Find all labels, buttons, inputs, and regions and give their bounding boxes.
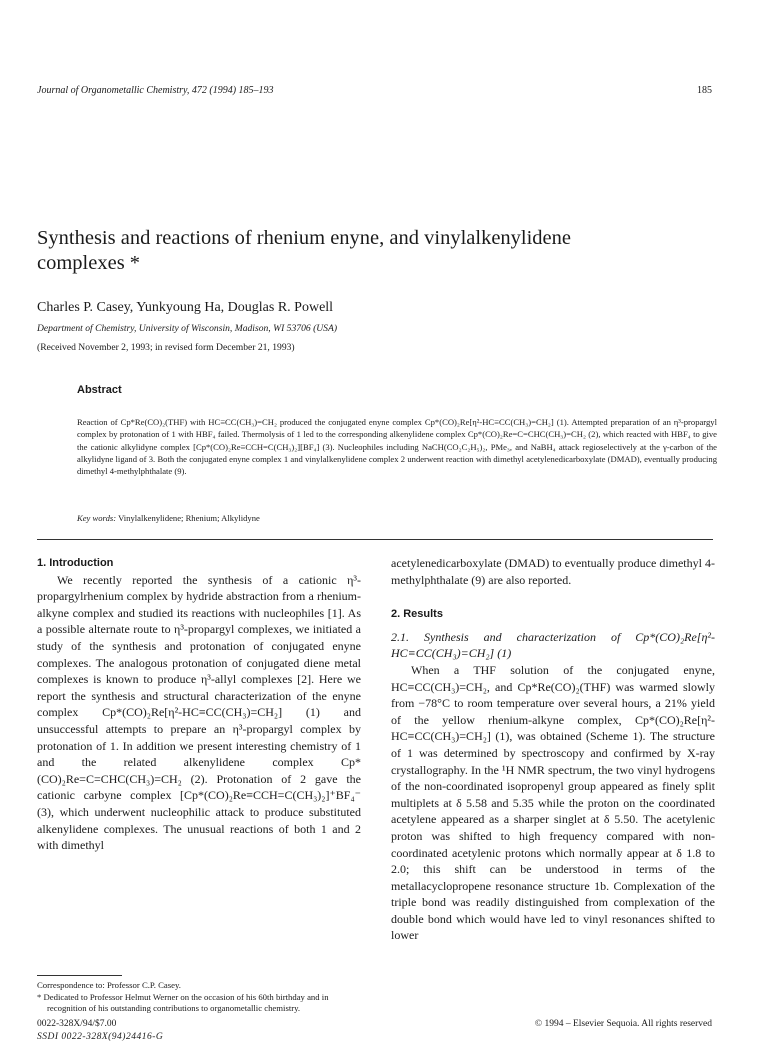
footnote-divider [37,975,122,976]
results-paragraph: When a THF solution of the conjugated enyne, HC≡CC(CH₃)=CH₂, and Cp*Re(CO)₂(THF) was warmed slowly from −78°C to room temperature over several hours, a 21% yield of the yellow rhenium-alkyne complex, Cp*(CO)₂Re[η²-HC≡CC(CH₃)=CH₂] (1), was obtained (Scheme 1). The structure of 1 was determined by spectroscopy and confirmed by X-ray crystallography. In the ¹H NMR spectrum, the two vinyl hydrogens of the non-coordinated isopropenyl group appeared as finely split multiplets at δ 5.58 and 5.35 while the proton on the coordinated acetylene appeared as a sharper singlet at δ 5.50. The acetylenic proton was shifted to high frequency compared with non-coordinated acetylenic protons which normally appear at δ 1.8 to 2.0; this shift can be understood in terms of the metallacyclopropene resonance structure 1b. Complexation of the triple bond was readily distinguished from complexation of the double bond which would have led to vinyl resonances shifted to lower [391,662,715,943]
copyright-notice: © 1994 – Elsevier Sequoia. All rights reserved [534,1019,712,1029]
received-dates: (Received November 2, 1993; in revised form December 21, 1993) [37,342,295,353]
journal-citation: Journal of Organometallic Chemistry, 472 (1994) 185–193 [37,85,274,96]
dedication-note: * Dedicated to Professor Helmut Werner on the occasion of his 60th birthday and in recognition of his outstanding contributions to organometallic chemistry. [37,991,329,1013]
issn-code: 0022-328X/94/$7.00 [37,1019,117,1029]
results-heading: 2. Results [391,608,443,621]
introduction-continuation: acetylenedicarboxylate (DMAD) to eventually produce dimethyl 4-methylphthalate (9) are also reported. [391,556,715,587]
keywords-list: Vinylalkenylidene; Rhenium; Alkylidyne [118,513,260,523]
ssdi-code: SSDI 0022-328X(94)24416-G [37,1032,164,1042]
affiliation: Department of Chemistry, University of Wisconsin, Madison, WI 53706 (USA) [37,323,338,334]
introduction-heading: 1. Introduction [37,557,114,569]
keywords [77,513,260,523]
correspondence-note: Correspondence to: Professor C.P. Casey. [37,980,181,990]
section-divider [37,539,713,540]
article-title: Synthesis and reactions of rhenium enyne, and vinylalkenylidene complexes * [37,227,572,274]
right-column [391,555,715,944]
page-number: 185 [697,85,712,96]
subsection-heading: 2.1. Synthesis and characterization of Cp*(CO)₂Re[η²-HC≡CC(CH₃)=CH₂] (1) [391,629,715,661]
authors: Charles P. Casey, Yunkyoung Ha, Douglas R. Powell [37,300,334,315]
footnotes [37,980,361,1015]
abstract-text: Reaction of Cp*Re(CO)₂(THF) with HC≡CC(CH₃)=CH₂ produced the conjugated enyne complex Cp*(CO)₂Re[η²-HC≡CC(CH₃)=CH₂] (1). Attempted preparation of an η³-propargyl complex by protonation of 1 with HBF₄ failed. Thermolysis of 1 led to the corresponding alkenylidene complex Cp*(CO)₂Re=C=CHC(CH₃)=CH₂ (2), which reacted with HBF₄ to give the cationic alkylidyne complex [Cp*(CO)₂Re≡CCH=C(CH₃)₂][BF₄] (3). Nucleophiles including NaCH(CO₂C₂H₅)₂, PMe₃, and NaBH₄ attack regioselectively at the γ-carbon of the alkylidyne ligand of 3. Both the conjugated enyne complex 1 and vinylalkenylidene complex 2 underwent reaction with dimethyl acetylenedicarboxylate (DMAD), eventually producing dimethyl 4-methylphthalate (9). [77,417,717,477]
keywords-label: Key words: [77,513,117,523]
introduction-paragraph: We recently reported the synthesis of a cationic η³-propargylrhenium complex by hydride abstraction from a rhenium-alkyne complex and studied its reactions with nucleophiles [1]. As a possible alternate route to η³-propargyl complexes, we initiated a study of the synthesis and protonation of conjugated enyne complexes. The analogous protonation of conjugated diene metal complexes is known to produce η³-allyl complexes [2]. Here we report the synthesis and structural characterization of the enyne complex Cp*(CO)₂Re[η²-HC≡CC(CH₃)=CH₂] (1) and unsuccessful attempts to prepare an η³-propargyl complex by protonation of 1. In addition we present interesting chemistry of 1 and the related alkenylidene complex Cp*(CO)₂Re=C=CHC(CH₃)=CH₂ (2). Protonation of 2 gave the cationic carbyne complex [Cp*(CO)₂Re≡CCH=C(CH₃)₂]⁺BF₄⁻ (3), which underwent nucleophilic attack to produce substituted alkenylidene complexes. The unusual reactions of both 1 and 2 with dimethyl [37,572,361,853]
abstract-heading: Abstract [77,384,122,396]
left-column [37,555,361,854]
